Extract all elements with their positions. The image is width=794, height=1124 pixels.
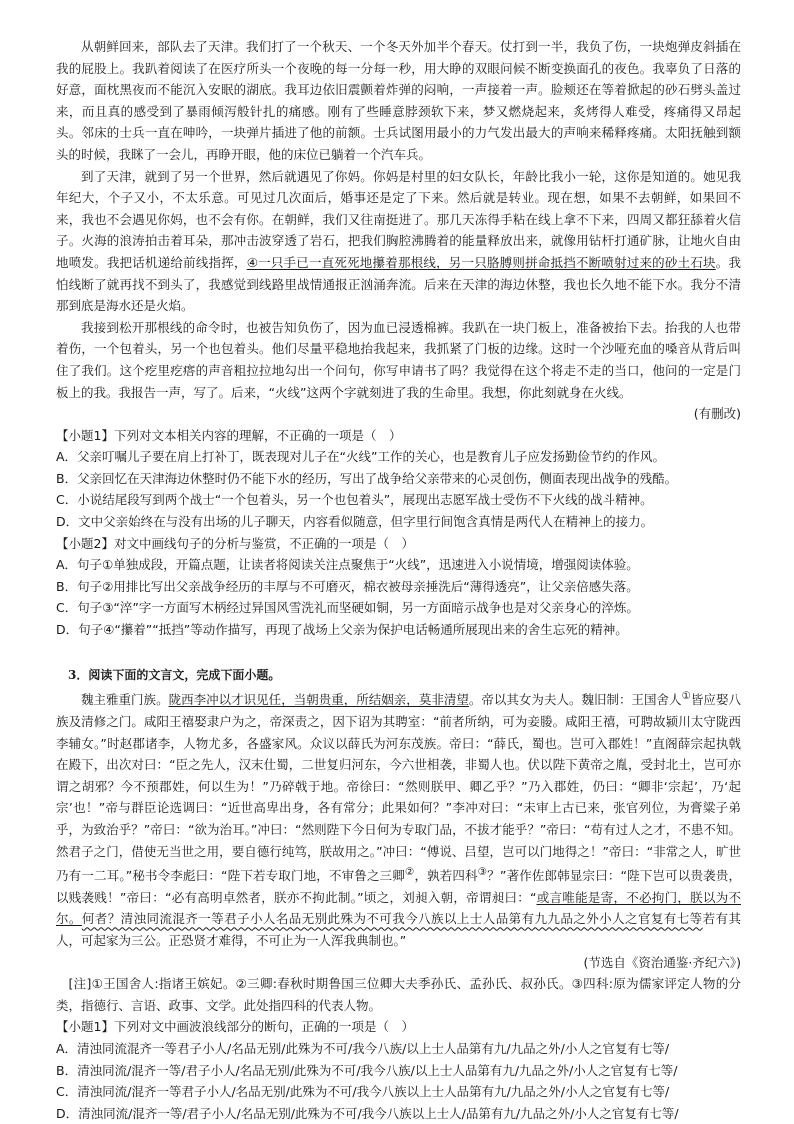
passage-text: 皆应娶八族及清修之门。咸阳王禧娶隶户为之，帝深责之，因下诏为其聘室：“前者所纳，可为妾媵。咸阳王禧，可聘故颍川太守陇西李辅女。”时赵郡诸李，人物尤多，各盛家风。众议以薛氏为河东茂族。帝曰：“薛氏，蜀也。岂可入郡姓！”直阁薛宗起执戟在殿下，出次对曰：“臣之先人，汉末仕蜀，二世复归河东，今六世相袭，非蜀人也。伏以陛下黄帝之胤，受封北土，岂可亦谓之胡邪？今不预郡姓，何以生为！”乃碎戟于地。帝徐曰：“然则朕甲、卿乙乎？”乃入郡姓，仍曰：“卿非‘宗起’，乃‘起宗’也！”帝与群臣论选调曰：“近世高卑出身，各有常分；此果如何？”李冲对曰：“未审上古已来，张官列位，为膏粱子弟乎，为致治乎？”帝曰：“欲为治耳。”冲曰：“然则陛下今日何为专取门品，不拔才能乎？”帝曰：“苟有过人之才，不患不知。然君子之门，借使无当世之用，要自德行纯笃，朕故用之。”冲曰：“傅说、吕望，岂可以门地得之！”帝曰：“非常之人，旷世乃有一二耳。”秘书令李彪曰：“陛下若专取门地，不审鲁之三卿	[56, 692, 741, 884]
document-page	[56, 36, 741, 1124]
underlined-sentence: 陇西李冲以才识见任，当朝贵重，所结姻亲，莫非清望	[168, 692, 469, 708]
paragraph-text: 。我怕线断了就再找不到头了，我感觉到线路里战情通报正汹涌奔流。后来在天津的海边休整，我也长久地不能下水。我分不清那到底是海水还是火焰。	[56, 254, 741, 314]
option-d: D．文中父亲始终在与没有出场的儿子聊天，内容看似随意，但字里行间饱含真情是两代人在精神上的接力。	[56, 514, 654, 530]
section-title: 3．阅读下面的文言文，完成下面小题。	[68, 667, 281, 682]
footnote-mark: ②	[404, 866, 415, 879]
question-3	[56, 1016, 741, 1124]
option-a: A．句子①单独成段，开篇点题，让读者将阅读关注点聚焦于“火线”，迅速进入小说情境，增强阅读体验。	[56, 557, 639, 573]
option-c: C．小说结尾段写到两个战士“一个包着头，另一个也包着头”，展现出志愿军战士受伤不下火线的战斗精神。	[56, 492, 653, 508]
passage-text: 魏主雅重门族。	[81, 692, 169, 708]
option-d: D．句子④“攥着”“抵挡”等动作描写，再现了战场上父亲为保护电话畅通所展现出来的舍生忘死的精神。	[56, 622, 628, 638]
footnote-mark: ③	[477, 866, 488, 879]
option-b: B．句子②用排比写出父亲战争经历的丰厚与不可磨灭，棉衣被母亲捶洗后“薄得透亮”，让父亲倍感失落。	[56, 578, 639, 594]
paragraph	[56, 166, 741, 317]
option-c: C．清浊同流/混齐一等君子小人/名品无别/此殊为不可/我今八族以上士人品第有九/九品之外/小人之官复有七等/	[56, 1084, 670, 1100]
question-2	[56, 533, 741, 641]
passage-one	[56, 36, 741, 425]
paragraph: 我接到松开那根线的命令时，也被告知负伤了，因为血已浸透棉裤。我趴在一块门板上，准备被抬下去。抬我的人也带着伤，一个包着头，另一个也包着头。他们尽量平稳地抬我起来，我抓紧了门板的边缘。这时一个沙哑充血的嗓音从背后叫住了我们。这个疙里疙瘩的声音粗拉拉地勾出一个问句，你写申请书了吗？我觉得在这个将走不走的当口，他问的一定是门板上的我。我报告一声，写了。后来，“火线”这两个字就刻进了我的生命里。我想，你此刻就身在火线。	[56, 319, 741, 400]
passage-text: ，孰若四科	[414, 868, 478, 884]
question-stem: 【小题1】下列对文中画波浪线部分的断句，正确的一项是（ ）	[56, 1019, 414, 1035]
underlined-sentence-4: ④一只手已一直死死地攥着那根线，另一只胳膊则拼命抵挡不断喷射过来的砂土石块	[246, 254, 716, 270]
option-a: A．清浊同流混齐一等君子小人/名品无别/此殊为不可/我今八族/以上士人品第有九/九品之外/小人之官复有七等/	[56, 1041, 670, 1057]
option-a: A．父亲叮嘱儿子要在肩上打补丁，既表现对儿子在“火线”工作的关心，也是教育儿子应发扬勤俭节约的作风。	[56, 449, 666, 465]
option-b: B．清浊同流/混齐一等/君子小人/名品无别/此殊为不可/我今八族/以上士人品第有九/九品之外/小人之官复有七等/	[56, 1062, 678, 1078]
paragraph-text: 到了天津，就到了另一个世界，然后就遇见了你妈。你妈是村里的妇女队长，年龄比我小一轮，这你是知道的。她见我年纪大，个子又小，不太乐意。可见过几次面后，婚事还是定了下来。然后就是转业。现在想，如果不去朝鲜，如果回不来，我也不会遇见你妈，也不会有你。在朝鲜，我们又往南挺进了。那几天冻得手粘在线上拿不下来，四周又都狂舔着火信子。火海的浪涛拍击着耳朵，那冲击波穿透了岩石，把我们胸腔沸腾着的能量释放出来，就像用钻杆打通矿脉，让地火自由地喷发。我把话机递给前线指挥，	[56, 168, 741, 270]
wavy-underlined-text: 何者？清浊同流混齐一等君子小人名品无别此殊为不可我今八族以上士人品第有九九品之外小人之官复有七等	[81, 911, 703, 927]
passage-text: ？”著作佐郎韩显宗曰：“陛下岂可以贵袭贵，以贱袭贱！”帝曰：“必有高明卓然者，朕亦不拘此制。”顷之，刘昶入朝，帝谓昶曰：“	[56, 868, 741, 905]
annotation-note: [注]①王国舍人:指诸王嫔妃。②三卿:春秋时期鲁国三位卿大夫季孙氏、孟孙氏、叔孙氏。③四科:原为儒家评定人物的分类，指德行、言语、政事、文学。此处指四科的代表人物。	[56, 976, 741, 1013]
footnote-mark: ①	[681, 690, 691, 703]
source-note: (有删改)	[693, 406, 741, 422]
option-c: C．句子③“淬”字一方面写木柄经过异国风雪洗礼而坚硬如铜，另一方面暗示战争也是对父亲身心的淬炼。	[56, 600, 639, 616]
passage-text: 若有其人，可起家为三公。正恐贤才难得，不可止为一人浑我典制也。”	[56, 911, 741, 949]
source-note: (节选自《资治通鉴·齐纪六》)	[583, 954, 741, 970]
paragraph: 从朝鲜回来，部队去了天津。我们打了一个秋天、一个冬天外加半个春天。仗打到一半，我负了伤，一块炮弹皮斜插在我的屁股上。我趴着阅读了在医疗所头一个夜晚的每一分每一秒，用大睁的双眼问候不断变换面孔的夜色。我辜负了日落的好意，面枕黑夜而不能沉入安眠的湖底。我耳边依旧震颤着炸弹的闷响，一声接着一声。脸颊还在等着掀起的砂石劈头盖过来，而且真的感受到了暴雨倾泻般针扎的痛感。刚有了些睡意脖颈软下来，梦又燃烧起来，炙烤得人难受，疼痛得又昂起头。邻床的士兵一直在呻吟，一块弹片插进了他的前额。士兵试图用最小的力气发出最大的声响来稀释疼痛。太阳抚触到额头的时候，我眯了一会儿，再睁开眼，他的床位已躺着一个汽车兵。	[56, 39, 741, 162]
question-1	[56, 425, 741, 533]
question-stem: 【小题1】下列对文本相关内容的理解，不正确的一项是（ ）	[56, 427, 402, 443]
passage-text: 。帝以其女为夫人。魏旧制：王国舍人	[468, 692, 682, 708]
classical-passage	[56, 686, 741, 951]
option-d: D．清浊同流/混齐一等/君子小人/名品无别/此殊为不可/我今八族以上士人/品第有九/九品之外/小人之官复有七等/	[56, 1105, 679, 1121]
question-stem: 【小题2】对文中画线句子的分析与鉴赏，不正确的一项是（ ）	[56, 535, 414, 551]
option-b: B．父亲回忆在天津海边休整时仍不能下水的经历，写出了战争给父亲带来的心灵创伤，侧面表现出战争的残酷。	[56, 470, 678, 486]
section-3	[56, 665, 741, 1017]
underlined-sentence: 或言唯能是寄，不必拘门，朕以为不尔。	[56, 889, 741, 927]
